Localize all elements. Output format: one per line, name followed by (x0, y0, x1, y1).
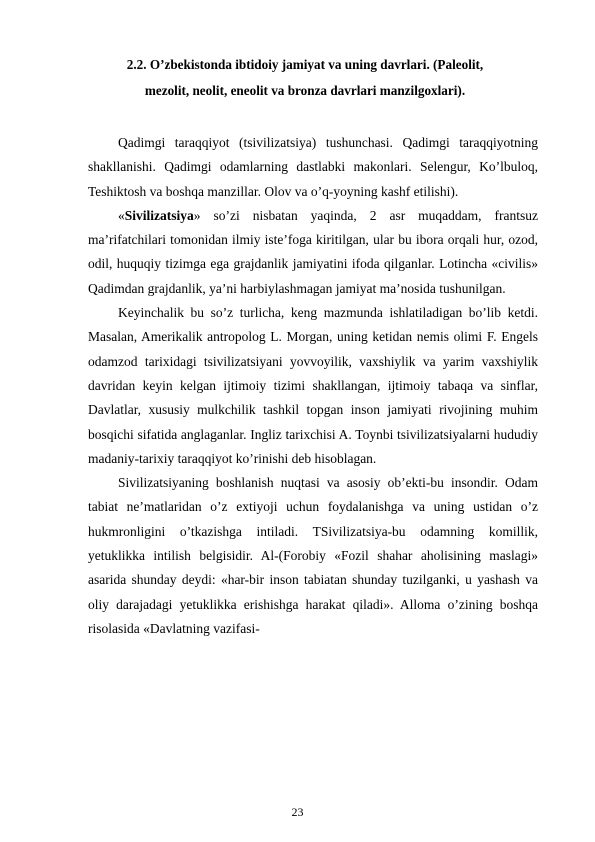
page-number: 23 (291, 805, 304, 819)
paragraph-later-usage-text: Keyinchalik bu so’z turlicha, keng mazmunda ishlatiladigan bo’lib ketdi. Masalan, Amerikalik antropolog L. Morgan, uning ketidan nemis olimi F. Engels odamzod tarixidagi tsivilizatsiyani yovvoyilik, vaxshiylik va yarim vaxshiylik davridan keyin kelgan ijtimoiy tizimi shakllangan, ijtimoiy tabaqa va sinflar, Davlatlar, xususiy mulkchilik tashkil topgan inson jamiyati rivojining muhim bosqichi sifatida anglaganlar. Ingliz tarixchisi A. Toynbi tsivilizatsiyalarni hududiy madaniy-tarixiy taraqqiyot ko’rinishi deb hisoblagan. (88, 305, 538, 466)
paragraph-intro-text: Qadimgi taraqqiyot (tsivilizatsiya) tushunchasi. Qadimgi taraqqiyotning shakllanishi. Qadimgi odamlarning dastlabki makonlari. Selengur, Ko’lbuloq, Teshiktosh va boshqa manzillar. Olov va o’q-yoyning kashf etilishi). (88, 135, 538, 199)
paragraph-civilization-term (88, 204, 538, 301)
paragraph-starting-point-text: Sivilizatsiyaning boshlanish nuqtasi va asosiy ob’ekti-bu insondir. Odam tabiat ne’matlaridan o’z extiyoji uchun foydalanishga va uning ustidan o’z hukmronligini o’tkazishga intiladi. TSivilizatsiya-bu odamning komillik, yetuklikka intilish belgisidir. Al-(Forobiy «Fozil shahar aholisining maslagi» asarida shunday deydi: «har-bir inson tabiatan shunday tuzilganki, u yashash va oliy darajadagi yetuklikka erishishga harakat qiladi». Alloma o’zining boshqa risolasida «Davlatning vazifasi- (88, 475, 538, 636)
section-heading-line-2: mezolit, neolit, eneolit va bronza davrlari manzilgoxlari). (144, 83, 466, 98)
term-bold: Sivilizatsiya (124, 207, 194, 223)
paragraph-later-usage (88, 301, 538, 471)
body-text (88, 131, 538, 641)
paragraph-intro (88, 131, 538, 204)
section-heading-line-1: 2.2. O’zbekistonda ibtidoiy jamiyat va uning davrlari. (Paleolit, (126, 57, 484, 72)
paragraph-civilization-text: » so’zi nisbatan yaqinda, 2 asr muqaddam, frantsuz ma’rifatchilari tomonidan ilmiy iste’foga kiritilgan, ular bu ibora orqali hur, ozod, odil, huquqiy tizimga ega grajdanlik jamiyatini ifoda qilganlar. Lotincha «civilis» Qadimdan grajdanlik, ya’ni harbiylashmagan jamiyat ma’nosida tushunilgan. (88, 207, 538, 296)
open-quote: « (118, 207, 125, 223)
paragraph-starting-point (88, 471, 538, 641)
section-heading (70, 52, 540, 104)
